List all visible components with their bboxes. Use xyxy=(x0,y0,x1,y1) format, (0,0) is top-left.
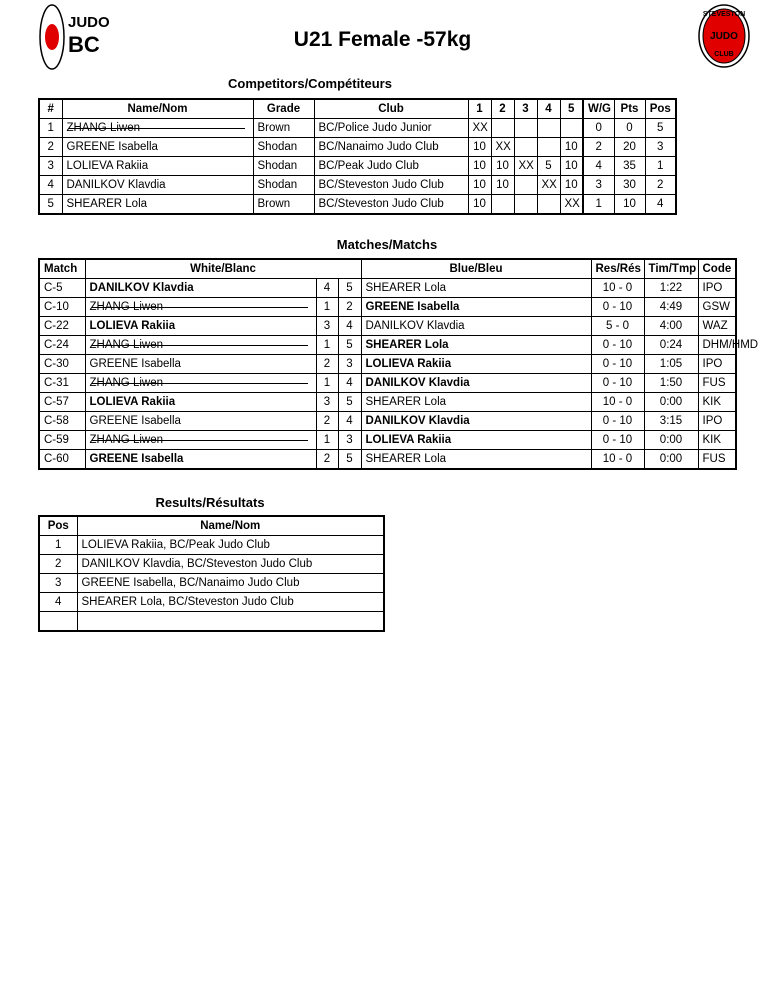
blue-competitor: DANILKOV Klavdia xyxy=(361,412,591,431)
blue-num: 5 xyxy=(338,393,361,412)
competitor-wg: 3 xyxy=(583,176,614,195)
blue-competitor: SHEARER Lola xyxy=(361,336,591,355)
score-3 xyxy=(514,119,537,138)
white-competitor-text: ZHANG Liwen xyxy=(89,301,163,313)
blue-num: 4 xyxy=(338,412,361,431)
col-header-match: Match xyxy=(39,259,85,279)
match-result: 10 - 0 xyxy=(591,393,644,412)
competitor-row xyxy=(39,157,676,176)
blue-competitor: DANILKOV Klavdia xyxy=(361,374,591,393)
result-row xyxy=(39,555,384,574)
logo-bc-text: BC xyxy=(68,32,100,57)
col-header-name: Name/Nom xyxy=(77,516,384,536)
match-row xyxy=(39,393,736,412)
col-header-blue: Blue/Bleu xyxy=(361,259,591,279)
score-2: 10 xyxy=(491,157,514,176)
blue-competitor: SHEARER Lola xyxy=(361,279,591,298)
match-id: C-22 xyxy=(39,317,85,336)
match-time: 0:00 xyxy=(644,450,698,470)
white-num: 2 xyxy=(316,355,338,374)
match-time: 4:49 xyxy=(644,298,698,317)
score-3 xyxy=(514,176,537,195)
col-header-time: Tim/Tmp xyxy=(644,259,698,279)
score-2: XX xyxy=(491,138,514,157)
match-id: C-58 xyxy=(39,412,85,431)
competitor-club: BC/Steveston Judo Club xyxy=(314,195,468,215)
match-code: FUS xyxy=(698,450,736,470)
score-5: 10 xyxy=(560,176,583,195)
competitor-row xyxy=(39,176,676,195)
competitor-club: BC/Steveston Judo Club xyxy=(314,176,468,195)
score-5: XX xyxy=(560,195,583,215)
competitor-num: 4 xyxy=(39,176,62,195)
competitor-num: 1 xyxy=(39,119,62,138)
col-header-club: Club xyxy=(314,99,468,119)
score-3 xyxy=(514,138,537,157)
score-2: 10 xyxy=(491,176,514,195)
competitor-row xyxy=(39,119,676,138)
result-name: SHEARER Lola, BC/Steveston Judo Club xyxy=(77,593,384,612)
match-code: KIK xyxy=(698,393,736,412)
white-num: 1 xyxy=(316,374,338,393)
score-1: XX xyxy=(468,119,491,138)
logo-club-text: CLUB xyxy=(714,51,734,58)
matches-header-row xyxy=(39,259,736,279)
competitor-pts: 20 xyxy=(614,138,645,157)
white-competitor xyxy=(85,336,316,355)
match-result: 0 - 10 xyxy=(591,298,644,317)
match-row xyxy=(39,431,736,450)
result-name: GREENE Isabella, BC/Nanaimo Judo Club xyxy=(77,574,384,593)
white-competitor-text: ZHANG Liwen xyxy=(89,434,163,446)
result-pos: 3 xyxy=(39,574,77,593)
match-result: 10 - 0 xyxy=(591,450,644,470)
score-1: 10 xyxy=(468,195,491,215)
match-time: 4:00 xyxy=(644,317,698,336)
col-header-2: 2 xyxy=(491,99,514,119)
result-pos: 4 xyxy=(39,593,77,612)
match-row xyxy=(39,374,736,393)
competitor-pos: 3 xyxy=(645,138,676,157)
competitor-wg: 2 xyxy=(583,138,614,157)
match-result: 10 - 0 xyxy=(591,279,644,298)
results-header-row xyxy=(39,516,384,536)
competitor-grade: Shodan xyxy=(253,176,314,195)
col-header-pos: Pos xyxy=(39,516,77,536)
competitor-club: BC/Police Judo Junior xyxy=(314,119,468,138)
competitor-num: 3 xyxy=(39,157,62,176)
score-3 xyxy=(514,195,537,215)
match-time: 1:50 xyxy=(644,374,698,393)
col-header-num: # xyxy=(39,99,62,119)
white-competitor-text: ZHANG Liwen xyxy=(89,339,163,351)
result-pos: 1 xyxy=(39,536,77,555)
match-code: DHM/HMD xyxy=(698,336,736,355)
blue-num: 5 xyxy=(338,450,361,470)
logo-steveston-text: STEVESTON xyxy=(702,11,746,18)
white-num: 2 xyxy=(316,412,338,431)
competitor-pos: 1 xyxy=(645,157,676,176)
col-header-wg: W/G xyxy=(583,99,614,119)
white-num: 1 xyxy=(316,336,338,355)
logo-judo-text: JUDO xyxy=(68,14,110,31)
competitor-num: 2 xyxy=(39,138,62,157)
match-code: KIK xyxy=(698,431,736,450)
result-row xyxy=(39,536,384,555)
competitor-club: BC/Peak Judo Club xyxy=(314,157,468,176)
competitor-wg: 4 xyxy=(583,157,614,176)
match-row xyxy=(39,450,736,470)
competitor-club: BC/Nanaimo Judo Club xyxy=(314,138,468,157)
score-1: 10 xyxy=(468,138,491,157)
white-competitor xyxy=(85,298,316,317)
result-pos xyxy=(39,612,77,632)
white-num: 1 xyxy=(316,298,338,317)
col-header-1: 1 xyxy=(468,99,491,119)
col-header-4: 4 xyxy=(537,99,560,119)
match-time: 0:00 xyxy=(644,431,698,450)
result-name xyxy=(77,612,384,632)
white-competitor: LOLIEVA Rakiia xyxy=(85,393,316,412)
blue-num: 3 xyxy=(338,431,361,450)
match-result: 5 - 0 xyxy=(591,317,644,336)
white-competitor: GREENE Isabella xyxy=(85,412,316,431)
blue-competitor: LOLIEVA Rakiia xyxy=(361,431,591,450)
match-id: C-5 xyxy=(39,279,85,298)
col-header-name: Name/Nom xyxy=(62,99,253,119)
match-row xyxy=(39,279,736,298)
score-4: XX xyxy=(537,176,560,195)
white-competitor-text: ZHANG Liwen xyxy=(89,377,163,389)
match-row xyxy=(39,298,736,317)
match-time: 0:24 xyxy=(644,336,698,355)
competitor-pos: 5 xyxy=(645,119,676,138)
logo-judo-small-text: JUDO xyxy=(710,31,738,42)
white-competitor xyxy=(85,374,316,393)
match-row xyxy=(39,355,736,374)
match-code: IPO xyxy=(698,355,736,374)
competitor-wg: 1 xyxy=(583,195,614,215)
blue-competitor: LOLIEVA Rakiia xyxy=(361,355,591,374)
blue-competitor: GREENE Isabella xyxy=(361,298,591,317)
match-result: 0 - 10 xyxy=(591,355,644,374)
match-id: C-31 xyxy=(39,374,85,393)
competitors-table xyxy=(38,98,677,215)
competitor-pos: 4 xyxy=(645,195,676,215)
match-row xyxy=(39,336,736,355)
white-num: 2 xyxy=(316,450,338,470)
result-row xyxy=(39,574,384,593)
competitors-header-row xyxy=(39,99,676,119)
col-header-code: Code xyxy=(698,259,736,279)
match-code: IPO xyxy=(698,279,736,298)
score-5 xyxy=(560,119,583,138)
result-pos: 2 xyxy=(39,555,77,574)
score-4 xyxy=(537,138,560,157)
match-code: WAZ xyxy=(698,317,736,336)
match-row xyxy=(39,412,736,431)
competitor-name xyxy=(62,119,253,138)
score-4 xyxy=(537,119,560,138)
col-header-res: Res/Rés xyxy=(591,259,644,279)
score-4: 5 xyxy=(537,157,560,176)
col-header-white: White/Blanc xyxy=(85,259,361,279)
match-id: C-57 xyxy=(39,393,85,412)
competitor-pts: 0 xyxy=(614,119,645,138)
white-num: 1 xyxy=(316,431,338,450)
competitor-row xyxy=(39,195,676,215)
col-header-pts: Pts xyxy=(614,99,645,119)
match-code: GSW xyxy=(698,298,736,317)
blue-competitor: SHEARER Lola xyxy=(361,393,591,412)
score-3: XX xyxy=(514,157,537,176)
competitor-pos: 2 xyxy=(645,176,676,195)
competitor-name: LOLIEVA Rakiia xyxy=(62,157,253,176)
match-code: FUS xyxy=(698,374,736,393)
match-result: 0 - 10 xyxy=(591,412,644,431)
col-header-3: 3 xyxy=(514,99,537,119)
results-table xyxy=(38,515,385,632)
score-2 xyxy=(491,119,514,138)
match-id: C-59 xyxy=(39,431,85,450)
competitor-grade: Shodan xyxy=(253,157,314,176)
competitors-title: Competitors/Compétiteurs xyxy=(228,76,392,91)
match-result: 0 - 10 xyxy=(591,374,644,393)
white-num: 4 xyxy=(316,279,338,298)
score-1: 10 xyxy=(468,157,491,176)
match-code: IPO xyxy=(698,412,736,431)
score-5: 10 xyxy=(560,157,583,176)
competitor-name: DANILKOV Klavdia xyxy=(62,176,253,195)
result-name: LOLIEVA Rakiia, BC/Peak Judo Club xyxy=(77,536,384,555)
blue-num: 4 xyxy=(338,374,361,393)
match-row xyxy=(39,317,736,336)
white-num: 3 xyxy=(316,393,338,412)
match-time: 1:22 xyxy=(644,279,698,298)
competitor-grade: Brown xyxy=(253,195,314,215)
competitor-pts: 35 xyxy=(614,157,645,176)
match-time: 0:00 xyxy=(644,393,698,412)
blue-num: 5 xyxy=(338,336,361,355)
score-4 xyxy=(537,195,560,215)
blue-num: 2 xyxy=(338,298,361,317)
match-time: 1:05 xyxy=(644,355,698,374)
blue-competitor: SHEARER Lola xyxy=(361,450,591,470)
col-header-grade: Grade xyxy=(253,99,314,119)
match-id: C-24 xyxy=(39,336,85,355)
blue-competitor: DANILKOV Klavdia xyxy=(361,317,591,336)
score-5: 10 xyxy=(560,138,583,157)
matches-table xyxy=(38,258,759,470)
result-name: DANILKOV Klavdia, BC/Steveston Judo Club xyxy=(77,555,384,574)
col-header-5: 5 xyxy=(560,99,583,119)
competitor-pts: 10 xyxy=(614,195,645,215)
result-row xyxy=(39,593,384,612)
col-header-pos: Pos xyxy=(645,99,676,119)
blue-num: 3 xyxy=(338,355,361,374)
competitor-name-text: ZHANG Liwen xyxy=(66,122,140,134)
score-1: 10 xyxy=(468,176,491,195)
competitor-pts: 30 xyxy=(614,176,645,195)
blue-num: 5 xyxy=(338,279,361,298)
competitor-row xyxy=(39,138,676,157)
competitor-name: GREENE Isabella xyxy=(62,138,253,157)
match-result: 0 - 10 xyxy=(591,336,644,355)
white-competitor xyxy=(85,431,316,450)
competitor-name: SHEARER Lola xyxy=(62,195,253,215)
match-time: 3:15 xyxy=(644,412,698,431)
match-id: C-10 xyxy=(39,298,85,317)
competitor-grade: Shodan xyxy=(253,138,314,157)
matches-title: Matches/Matchs xyxy=(336,237,438,252)
results-title: Results/Résultats xyxy=(155,495,265,510)
match-id: C-30 xyxy=(39,355,85,374)
competitor-num: 5 xyxy=(39,195,62,215)
white-competitor: GREENE Isabella xyxy=(85,355,316,374)
page-title: U21 Female -57kg xyxy=(293,28,472,51)
blue-num: 4 xyxy=(338,317,361,336)
match-result: 0 - 10 xyxy=(591,431,644,450)
white-competitor: GREENE Isabella xyxy=(85,450,316,470)
competitor-wg: 0 xyxy=(583,119,614,138)
white-competitor: LOLIEVA Rakiia xyxy=(85,317,316,336)
white-competitor: DANILKOV Klavdia xyxy=(85,279,316,298)
competitor-grade: Brown xyxy=(253,119,314,138)
result-row xyxy=(39,612,384,632)
score-2 xyxy=(491,195,514,215)
white-num: 3 xyxy=(316,317,338,336)
match-id: C-60 xyxy=(39,450,85,470)
